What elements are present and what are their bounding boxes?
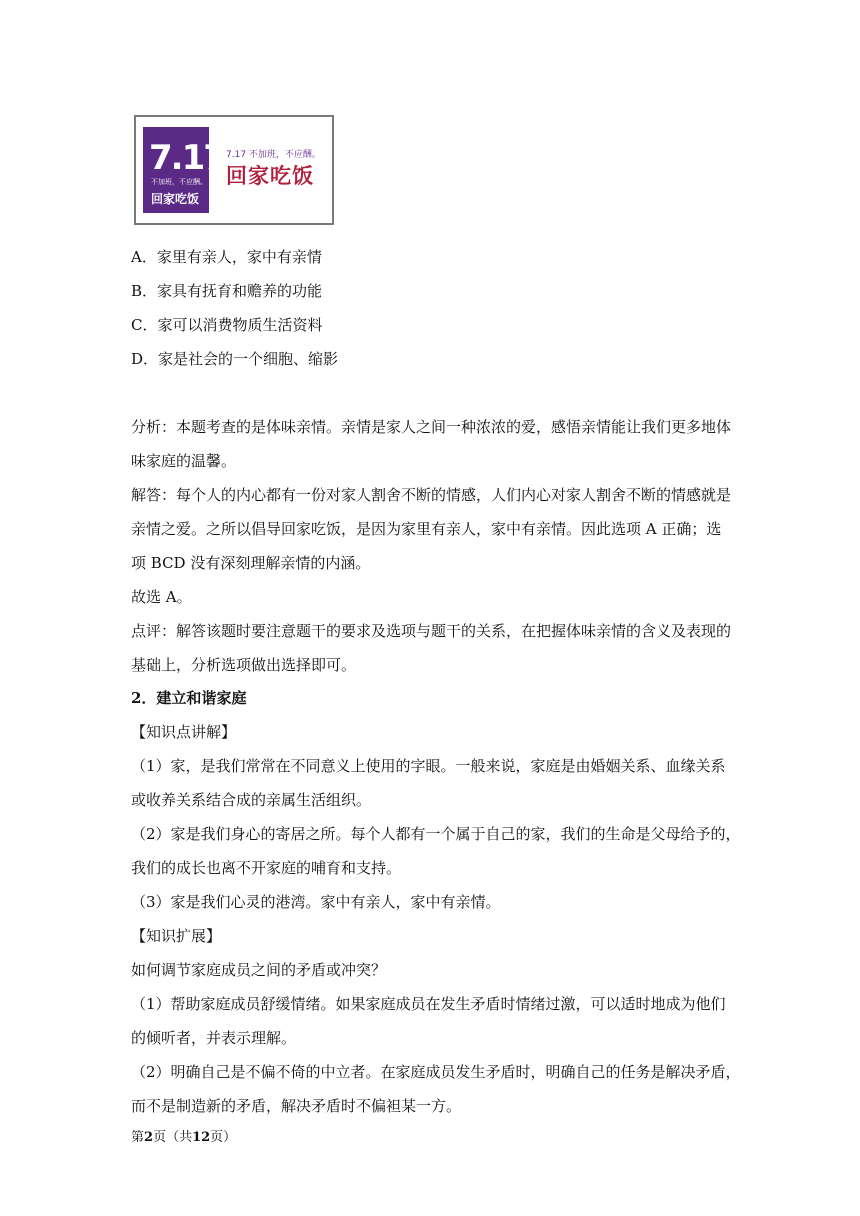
logo-tagline: 不加班，不应酬。 <box>151 178 207 186</box>
purple-logo <box>143 127 225 213</box>
comment-line: 基础上，分析选项做出选择即可。 <box>131 656 357 674</box>
knowledge-line: （3）家是我们心灵的港湾。家中有亲人，家中有亲情。 <box>131 893 501 911</box>
white-logo <box>226 143 326 199</box>
page-footer <box>131 1129 236 1147</box>
extension-line: 而不是制造新的矛盾，解决矛盾时不偏袒某一方。 <box>131 1097 462 1115</box>
event-logo-image <box>134 115 334 225</box>
extension-line: （1）帮助家庭成员舒缓情绪。如果家庭成员在发生矛盾时情绪过激，可以适时地成为他们 <box>131 995 726 1013</box>
knowledge-line: 或收养关系结合成的亲属生活组织。 <box>131 791 372 809</box>
knowledge-line: （1）家，是我们常常在不同意义上使用的字眼。一般来说，家庭是由婚姻关系、血缘关系 <box>131 757 726 775</box>
option-a: A．家里有亲人，家中有亲情 <box>131 248 322 266</box>
knowledge-line: 我们的成长也离不开家庭的哺育和支持。 <box>131 859 402 877</box>
total-page-number: 12 <box>192 1130 211 1145</box>
knowledge-line: （2）家是我们身心的寄居之所。每个人都有一个属于自己的家，我们的生命是父母给予的， <box>131 825 741 843</box>
footer-middle: 页（共 <box>153 1130 193 1145</box>
extension-question: 如何调节家庭成员之间的矛盾或冲突？ <box>131 961 387 979</box>
extension-line: （2）明确自己是不偏不倚的中立者。在家庭成员发生矛盾时，明确自己的任务是解决矛盾， <box>131 1063 741 1081</box>
choice-line: 故选 A。 <box>131 588 192 606</box>
option-b: B．家具有抚育和赡养的功能 <box>131 282 323 300</box>
answer-line: 亲情之爱。之所以倡导回家吃饭，是因为家里有亲人，家中有亲情。因此选项 A 正确；选 <box>131 520 722 538</box>
section-title: 2．建立和谐家庭 <box>131 689 247 707</box>
logo-number: 7.17 <box>149 138 225 178</box>
answer-line: 解答：每个人的内心都有一份对家人割舍不断的情感，人们内心对家人割舍不断的情感就是 <box>131 486 732 504</box>
knowledge-heading: 【知识点讲解】 <box>131 723 237 741</box>
option-c: C．家可以消费物质生活资料 <box>131 316 323 334</box>
answer-line: 项 BCD 没有深刻理解亲情的内涵。 <box>131 554 371 572</box>
analysis-line: 分析：本题考查的是体味亲情。亲情是家人之间一种浓浓的爱，感悟亲情能让我们更多地体 <box>131 418 732 436</box>
extension-heading: 【知识扩展】 <box>131 927 222 945</box>
logo-tagline: 7.17 不加班，不应酬。 <box>226 150 321 160</box>
extension-line: 的倾听者，并表示理解。 <box>131 1029 297 1047</box>
logo-brand: 回家吃饭 <box>151 192 200 206</box>
option-d: D．家是社会的一个细胞、缩影 <box>131 350 339 368</box>
footer-suffix: 页） <box>210 1130 237 1145</box>
current-page-number: 2 <box>144 1130 154 1145</box>
footer-prefix: 第 <box>131 1130 145 1145</box>
comment-line: 点评：解答该题时要注意题干的要求及选项与题干的关系，在把握体味亲情的含义及表现的 <box>131 622 732 640</box>
logo-brand: 回家吃饭 <box>226 164 314 188</box>
analysis-line: 味家庭的温馨。 <box>131 452 237 470</box>
